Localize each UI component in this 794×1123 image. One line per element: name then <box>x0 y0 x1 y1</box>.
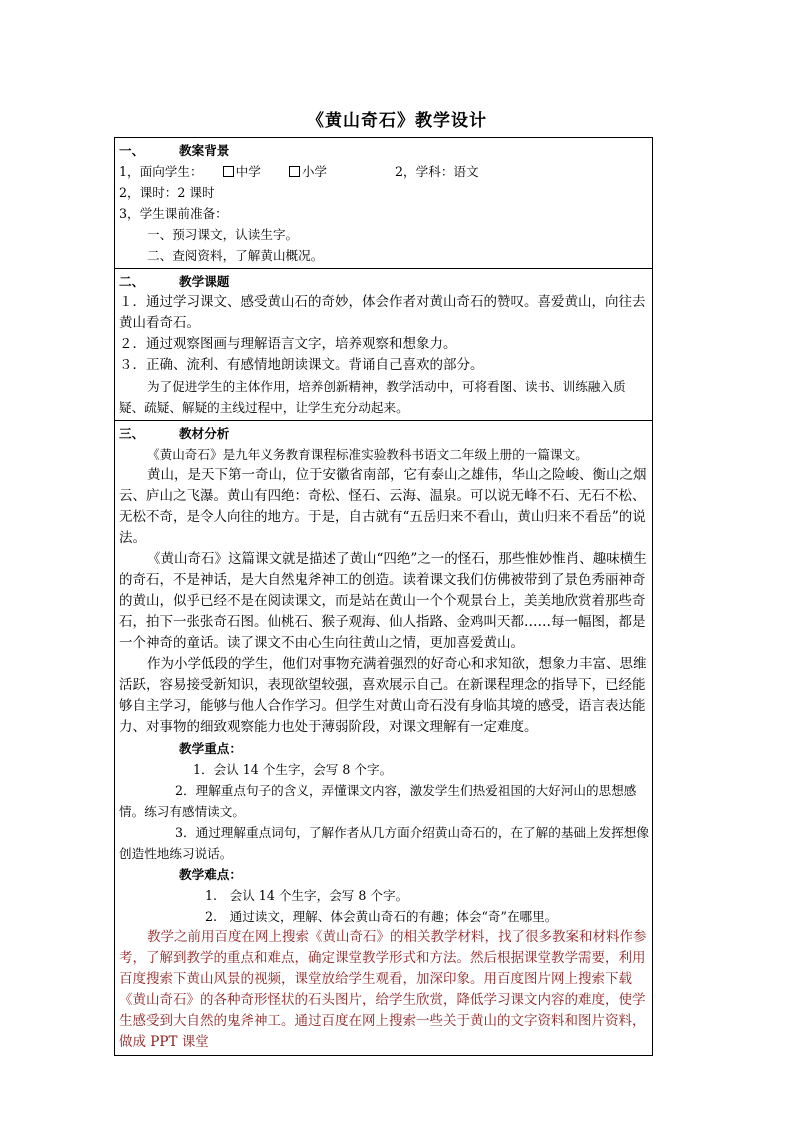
section-heading: 二、 教学课题 <box>119 274 230 289</box>
primary-school-checkbox[interactable] <box>289 166 300 177</box>
section-topic <box>115 268 652 420</box>
difficult-point-1: 1. 会认 14 个生字，会写 8 个字。 <box>205 888 409 903</box>
goal-1: １．通过学习课文、感受黄山石的奇妙，体会作者对黄山奇石的赞叹。喜爱黄山，向往去黄山看奇石。 <box>119 294 646 331</box>
goal-2: ２．通过观察图画与理解语言文字，培养观察和想象力。 <box>119 336 457 352</box>
target-students-line: 1，面向学生： 中学 小学 2，学科：语文 <box>119 164 479 179</box>
key-point-1: 1．会认 14 个生字，会写 8 个字。 <box>193 762 393 777</box>
class-hours-line: 2，课时：2 课时 <box>119 185 215 200</box>
goal-3: ３．正确、流利、有感情地朗读课文。背诵自己喜欢的部分。 <box>119 357 484 373</box>
difficult-point-2: 2. 通过读文，理解、体会黄山奇石的有趣；体会“奇”在哪里。 <box>205 909 558 924</box>
section-heading: 三、 教材分析 <box>119 426 230 441</box>
key-points-heading: 教学重点： <box>179 741 242 756</box>
section-background <box>115 138 652 268</box>
key-point-2: 2．理解重点句子的含义，弄懂课文内容，激发学生们热爱祖国的大好河山的思想感情。练习有感情读文。 <box>119 783 637 819</box>
prep-heading-line: 3，学生课前准备： <box>119 206 228 221</box>
analysis-paragraph-4: 作为小学低段的学生，他们对事物充满着强烈的好奇心和求知欲，想象力丰富、思维活跃，容易接受新知识，表现欲望较强，喜欢展示自己。在新课程理念的指导下，已经能够自主学习，能够与他人合作学习。但学生对黄山奇石没有身临其境的感受，语言表达能力、对事物的细致观察能力也处于薄弱阶段，对课文理解有一定难度。 <box>119 656 647 735</box>
document-title: 《黄山奇石》教学设计 <box>307 111 487 131</box>
section-material-analysis <box>115 420 652 1055</box>
topic-note: 为了促进学生的主体作用，培养创新精神，教学活动中，可将看图、读书、训练融入质疑、疏疑、解疑的主线过程中，让学生充分动起来。 <box>119 379 626 415</box>
analysis-paragraph-2: 黄山，是天下第一奇山，位于安徽省南部，它有泰山之雄伟，华山之险峻、衡山之烟云、庐山之飞瀑。黄山有四绝：奇松、怪石、云海、温泉。可以说无峰不石、无石不松、无松不奇，是令人向往的地方。于是，自古就有“五岳归来不看山，黄山归来不看岳”的说法。 <box>119 467 647 546</box>
analysis-paragraph-1: 《黄山奇石》是九年义务教育课程标准实验教科书语文二年级上册的一篇课文。 <box>147 447 588 462</box>
key-point-3: 3．通过理解重点词句，了解作者从几方面介绍黄山奇石的，在了解的基础上发挥想像创造性地练习说话。 <box>119 825 649 861</box>
teaching-prep-paragraph: 教学之前用百度在网上搜索《黄山奇石》的相关教学材料，找了很多教案和材料作参考，了解到教学的重点和难点，确定课堂教学形式和方法。然后根据课堂教学需要，利用百度搜索下黄山风景的视频，课堂放给学生观看，加深印象。用百度图片网上搜索下载《黄山奇石》的各种奇形怪状的石头图片，给学生欣赏，降低学习课文内容的难度，使学生感受到大自然的鬼斧神工。通过百度在网上搜索一些关于黄山的文字资料和图片资料，做成 PPT 课堂 <box>119 929 647 1050</box>
middle-school-checkbox[interactable] <box>223 166 234 177</box>
difficult-points-heading: 教学难点： <box>179 867 242 882</box>
analysis-paragraph-3: 《黄山奇石》这篇课文就是描述了黄山“四绝”之一的怪石，那些惟妙惟肖、趣味横生的奇石，不是神话，是大自然鬼斧神工的创造。读着课文我们仿佛被带到了景色秀丽神奇的黄山，似乎已经不是在阅读课文，而是站在黄山一个个观景台上，美美地欣赏着那些奇石，拍下一张张奇石图。仙桃石、猴子观海、仙人指路、金鸡叫天都……每一幅图，都是一个神奇的童话。读了课文不由心生向往黄山之情，更加喜爱黄山。 <box>119 551 647 651</box>
prep-item-1: 一、预习课文，认读生字。 <box>147 227 299 242</box>
prep-item-2: 二、查阅资料，了解黄山概况。 <box>147 248 324 263</box>
lesson-plan-table <box>114 137 653 1056</box>
section-heading: 一、 教案背景 <box>119 143 230 158</box>
